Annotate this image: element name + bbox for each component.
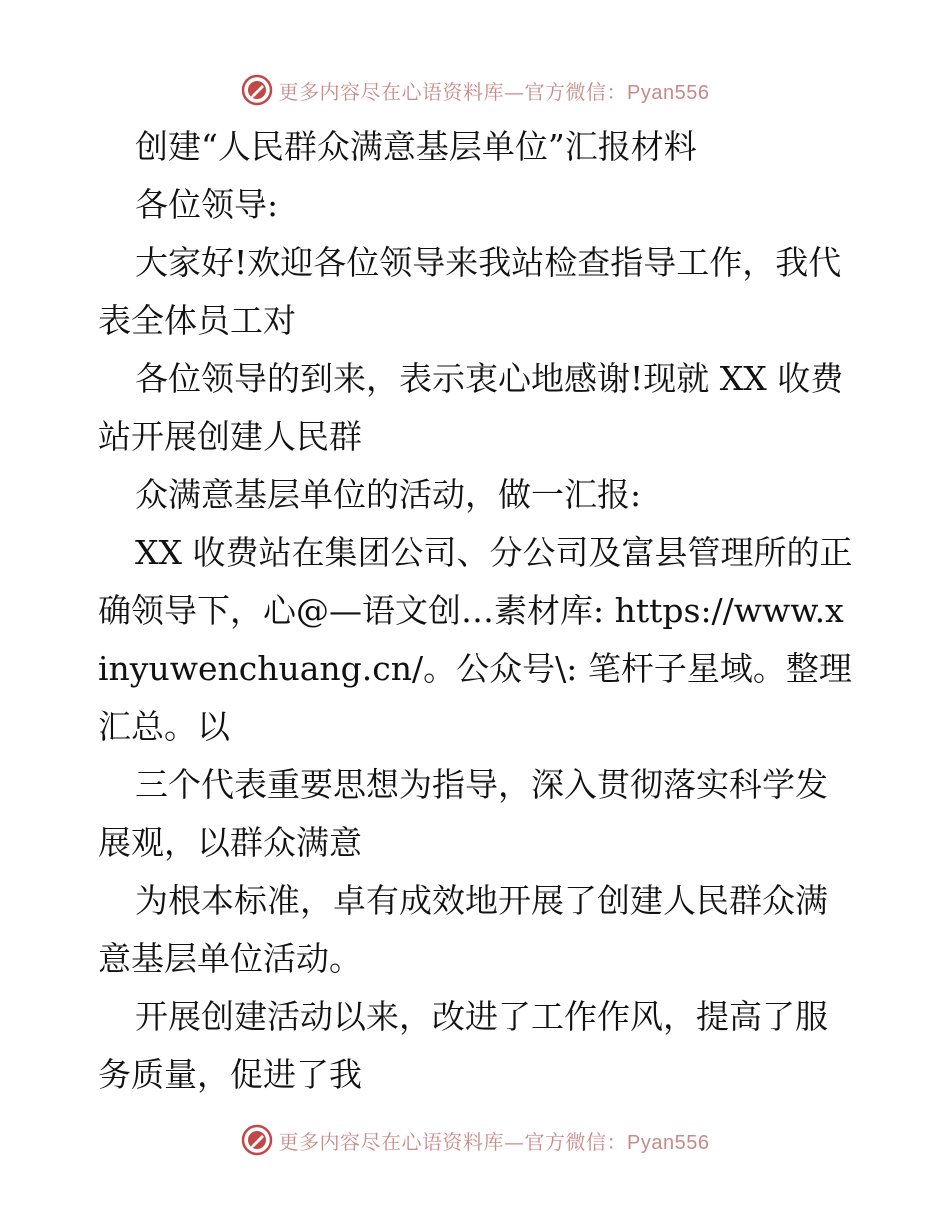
paragraph: 三个代表重要思想为指导，深入贯彻落实科学发展观，以群众满意 [98, 765, 828, 862]
footer-banner-official: 官方微信： [524, 1129, 628, 1154]
pen-seal-logo-icon [241, 74, 273, 106]
salutation: 各位领导: [135, 185, 279, 224]
document-body [98, 118, 853, 1104]
footer-banner-separator: — [504, 1129, 525, 1154]
footer-banner-wechat: Pyan556 [627, 1131, 710, 1154]
header-banner-official: 官方微信： [524, 79, 628, 104]
paragraph: 众满意基层单位的活动，做一汇报: [135, 475, 642, 514]
paragraph: 大家好!欢迎各位领导来我站检查指导工作，我代表全体员工对 [98, 243, 842, 340]
pen-seal-logo-icon [241, 1124, 273, 1156]
header-banner-text [279, 76, 710, 105]
footer-banner [0, 1120, 950, 1160]
header-banner-wechat: Pyan556 [627, 81, 710, 104]
header-banner-separator: — [504, 79, 525, 104]
header-banner-slogan: 更多内容尽在心语资料库 [278, 79, 505, 104]
paragraph: 开展创建活动以来，改进了工作作风，提高了服务质量，促进了我 [98, 997, 828, 1094]
document-title: 创建“人民群众满意基层单位”汇报材料 [135, 127, 697, 166]
paragraph: 各位领导的到来，表示衷心地感谢!现就 XX 收费站开展创建人民群 [98, 359, 844, 456]
paragraph: XX 收费站在集团公司、分公司及富县管理所的正确领导下，心@—语文创…素材库: https://www.xinyuwenchuang.cn/。公众号\: 笔杆子星域。整理汇总。以 [98, 533, 853, 746]
footer-banner-text [279, 1126, 710, 1155]
paragraph: 为根本标准，卓有成效地开展了创建人民群众满意基层单位活动。 [98, 881, 828, 978]
footer-banner-slogan: 更多内容尽在心语资料库 [278, 1129, 505, 1154]
header-banner [0, 70, 950, 110]
